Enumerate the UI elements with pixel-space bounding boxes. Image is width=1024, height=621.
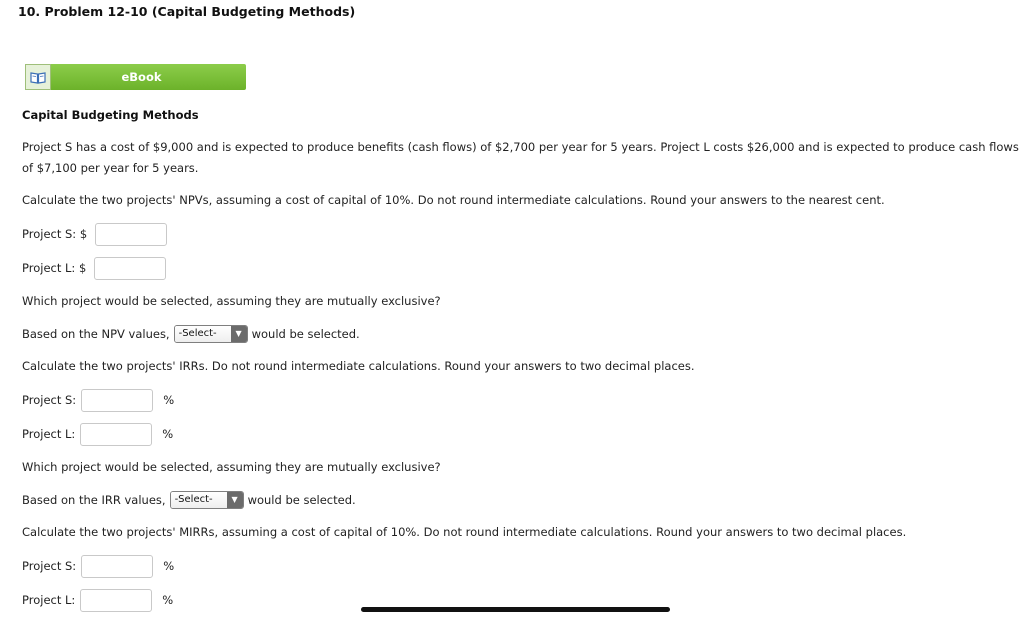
npv-instruction: Calculate the two projects' NPVs, assuming a cost of capital of 10%. Do not round intermediate calculations. Round your answers to the nearest cent.: [22, 193, 885, 207]
irr-project-s-input[interactable]: [81, 389, 153, 412]
mirr-project-s-percent: %: [163, 559, 175, 573]
irr-project-l-label: Project L:: [22, 427, 76, 441]
home-indicator-bar: [361, 607, 670, 612]
npv-project-s-row: [22, 222, 167, 246]
mirr-instruction: Calculate the two projects' MIRRs, assuming a cost of capital of 10%. Do not round intermediate calculations. Round your answers to two decimal places.: [22, 525, 907, 539]
ebook-label: eBook: [51, 64, 246, 90]
npv-project-l-input[interactable]: [94, 257, 166, 280]
dropdown-arrow-icon: ▼: [227, 492, 243, 508]
irr-based-on-label: Based on the IRR values,: [22, 493, 166, 507]
mirr-project-l-percent: %: [162, 593, 174, 607]
npv-project-l-row: [22, 256, 166, 280]
npv-project-s-input[interactable]: [95, 223, 167, 246]
mirr-project-s-input[interactable]: [81, 555, 153, 578]
npv-project-s-label: Project S: $: [22, 227, 88, 241]
irr-project-s-percent: %: [163, 393, 175, 407]
dropdown-arrow-icon: ▼: [231, 326, 247, 342]
irr-selection-row: [22, 488, 356, 512]
npv-selection-suffix: would be selected.: [251, 327, 360, 341]
mirr-project-l-input[interactable]: [80, 589, 152, 612]
irr-selection-suffix: would be selected.: [247, 493, 356, 507]
irr-project-l-input[interactable]: [80, 423, 152, 446]
irr-question: Which project would be selected, assuming they are mutually exclusive?: [22, 460, 441, 474]
section-heading: Capital Budgeting Methods: [22, 108, 199, 122]
mirr-project-l-row: [22, 588, 173, 612]
ebook-button[interactable]: [25, 64, 246, 90]
irr-project-select[interactable]: [170, 491, 244, 509]
npv-question: Which project would be selected, assuming they are mutually exclusive?: [22, 294, 441, 308]
irr-project-l-percent: %: [162, 427, 174, 441]
irr-instruction: Calculate the two projects' IRRs. Do not round intermediate calculations. Round your answers to two decimal places.: [22, 359, 695, 373]
npv-based-on-label: Based on the NPV values,: [22, 327, 170, 341]
npv-project-l-label: Project L: $: [22, 261, 87, 275]
page-title: 10. Problem 12-10 (Capital Budgeting Methods): [18, 4, 356, 19]
problem-text: Project S has a cost of $9,000 and is expected to produce benefits (cash flows) of $2,700 per year for 5 years. Project L costs $26,000 and is expected to produce cash flows of $7,100 per year for 5 years.: [22, 140, 1019, 175]
mirr-project-s-row: [22, 554, 174, 578]
irr-project-s-row: [22, 388, 174, 412]
mirr-project-l-label: Project L:: [22, 593, 76, 607]
irr-project-l-row: [22, 422, 173, 446]
irr-select-value: -Select-: [171, 492, 227, 508]
npv-project-select[interactable]: [174, 325, 248, 343]
irr-project-s-label: Project S:: [22, 393, 77, 407]
npv-select-value: -Select-: [175, 326, 231, 342]
book-icon: [25, 64, 51, 90]
npv-selection-row: [22, 322, 360, 346]
mirr-project-s-label: Project S:: [22, 559, 77, 573]
